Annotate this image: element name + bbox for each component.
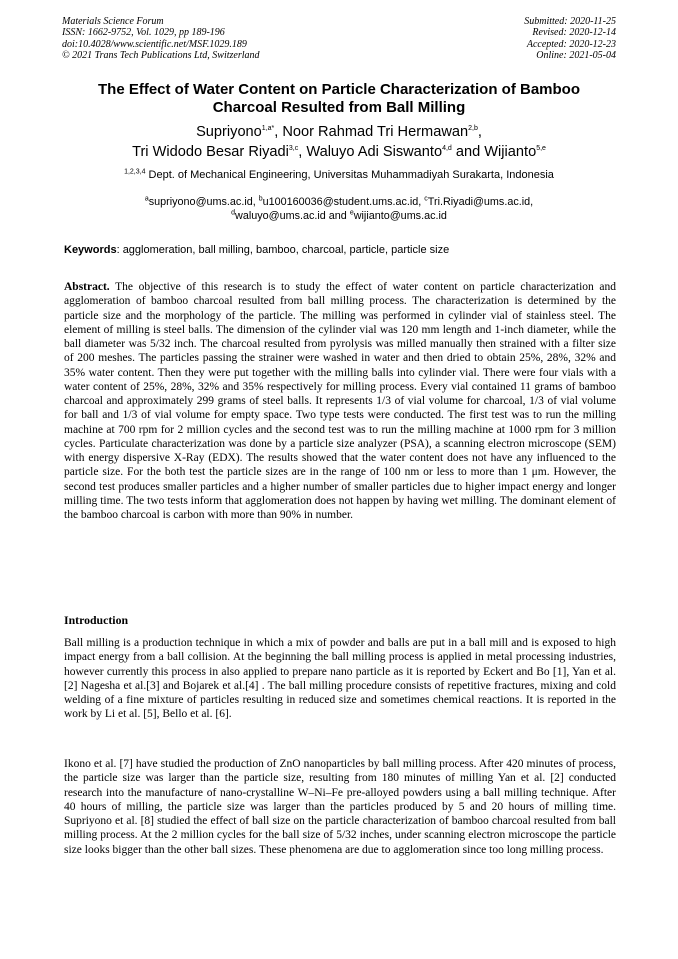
- date-accepted: Accepted: 2020-12-23: [526, 38, 616, 50]
- affiliation: $^{1,2,3,4}$ Dept. of Mechanical Engineering, Universitas Muhammadiyah Surakarta, Indonesia: [124, 168, 554, 181]
- author-name: Tri Widodo Besar Riyadi: [132, 143, 289, 160]
- paper-title: [60, 81, 618, 117]
- date-submitted: Submitted: 2020-11-25: [524, 16, 616, 27]
- emails-line-2: $^d$waluyo@ums.ac.id and $^e$wijianto@ums.ac.id: [231, 209, 447, 222]
- author-list: [60, 123, 618, 162]
- date-online: Online: 2021-05-04: [536, 50, 616, 62]
- email-link[interactable]: u100160036@student.ums.ac.id: [262, 196, 419, 208]
- author-sup: 1,a*: [261, 125, 275, 133]
- author-name: Wijianto: [484, 143, 537, 160]
- email-link[interactable]: wijianto@ums.ac.id: [353, 210, 447, 222]
- keywords-text: : agglomeration, ball milling, bamboo, charcoal, particle, particle size: [116, 244, 450, 256]
- journal-doi: doi:10.4028/www.scientific.net/MSF.1029.189: [62, 38, 247, 50]
- journal-issn: ISSN: 1662-9752, Vol. 1029, pp 189-196: [62, 27, 225, 39]
- title-line-2: Charcoal Resulted from Ball Milling: [212, 99, 466, 116]
- keywords-label: Keywords: [64, 244, 117, 256]
- authors-line-1: Supriyono$^{1,a*}$, Noor Rahmad Tri Hermawan$^{2,b}$,: [196, 124, 482, 140]
- title-line-1: The Effect of Water Content on Particle Characterization of Bamboo: [98, 81, 580, 98]
- author-name: Supriyono: [196, 124, 262, 140]
- journal-copyright: © 2021 Trans Tech Publications Ltd, Switzerland: [62, 50, 260, 62]
- emails-line-1: $^a$supriyono@ums.ac.id, $^b$u100160036@student.ums.ac.id, $^c$Tri.Riyadi@ums.ac.id,: [144, 195, 534, 208]
- author-sup: 2,b: [468, 125, 478, 133]
- abstract: [64, 280, 616, 522]
- keywords: [64, 243, 616, 257]
- authors-line-2: Tri Widodo Besar Riyadi$^{3,c}$, Waluyo Adi Siswanto$^{4,d}$ and Wijianto$^{5,e}$: [132, 143, 546, 160]
- author-sup: 3,c: [288, 144, 299, 152]
- section-heading-introduction: Introduction: [64, 613, 129, 627]
- email-link[interactable]: Tri.Riyadi@ums.ac.id: [427, 196, 531, 208]
- journal-header: [62, 16, 260, 62]
- intro-paragraph-1: Ball milling is a production technique in which a mix of powder and balls are put in a ball mill and is exposed to high impact energy from a ball collision. At the beginning the ball milling process is applied in metal processing industries, however currently this process in also applied to prepare nano particle as it is reported by Eckert and Bo [1], Yan et al. [2] Nagesha et al.[3] and Bojarek et al.[4] . The ball milling procedure consists of repetitive fractures, mixing and cold welding of a fine mixture of particles resulting in reduced size and sometimes chemical reactions. It is reported in the work by Li et al. [5], Bello et al. [6].: [64, 637, 616, 721]
- intro-paragraph-2: Ikono et al. [7] have studied the production of ZnO nanoparticles by ball milling process. After 420 minutes of process, the particle size was larger than the particle size, resulting from 180 minutes of milling Yan et al. [2] conducted research into the manufacture of nano-crystalline W–Ni–Fe pre-alloyed powders using a ball milling technique. After 40 hours of milling, the particle size was larger than the particles produced by 5 and 20 hours of milling time. Supriyono et al. [8] studied the effect of ball size on the particle characterization of bamboo charcoal resulted from ball milling process. At the 2 million cycles for the ball size of 5/32 inches, under scanning electron microscope the particle size looks bigger than the other ball sizes. These phenomena are due to agglomeration since too long milling process.: [64, 758, 616, 856]
- abstract-text: The objective of this research is to study the effect of water content on particle characterization and agglomeration of bamboo charcoal resulted from ball milling process. The characterization is determined by the particle size and the morphology of the particle. The milling was performed in cylinder vial of stainless steel. The element of milling is steel balls. The dimension of the cylinder vial was 120 mm length and 1-inch diameter, while the ball diameter was 5/32 inch. The charcoal resulted from pyrolysis was milled manually then strained with a filter size of 200 meshes. The particles passing the strainer were washed in water and then dried to obtain 25%, 28%, 32% and 35% water content. Then they were put together with the milling balls into cylinder vial. There were four vials with a water content of 25%, 28%, 32% and 35% respectively for milling process. Every vial contained 11 grams of bamboo charcoal and approximately 299 grams of steel balls. It represents 1/3 of vial volume for charcoal, 1/3 of vial volume for ball and 1/3 of vial volume for empty space. Two type tests were conducted. The first test was to run the milling machine at 700 rpm for 2 million cycles and the second test was to run the milling machine at 1000 rpm for 3 million cycles. Particulate characterization was done by a particle size analyzer (PSA), a scanning electron microscope (SEM) with energy dispersive X-Ray (EDX). The results showed that the water content does not have any influenced to the particle size. For the both test the particle sizes are in the range of 100 nm or less to more than 1 μm. However, the second test produces smaller particles and a higher number of smaller particles due to higher impact energy and longer milling time. The two tests inform that agglomeration does not happen by having wet milling. The dominant element of the bamboo charcoal is carbon with more than 90% in number.: [64, 281, 616, 521]
- author-name: Waluyo Adi Siswanto: [306, 143, 443, 160]
- abstract-label: Abstract.: [64, 281, 110, 293]
- author-sup: 4,d: [442, 144, 452, 152]
- journal-name: Materials Science Forum: [62, 16, 164, 27]
- author-emails: [60, 195, 618, 223]
- email-link[interactable]: waluyo@ums.ac.id: [235, 210, 326, 222]
- dates-header: [524, 16, 616, 62]
- date-revised: Revised: 2020-12-14: [532, 27, 616, 39]
- email-link[interactable]: supriyono@ums.ac.id: [148, 196, 253, 208]
- author-name: Noor Rahmad Tri Hermawan: [282, 124, 469, 140]
- author-sup: 5,e: [536, 144, 546, 152]
